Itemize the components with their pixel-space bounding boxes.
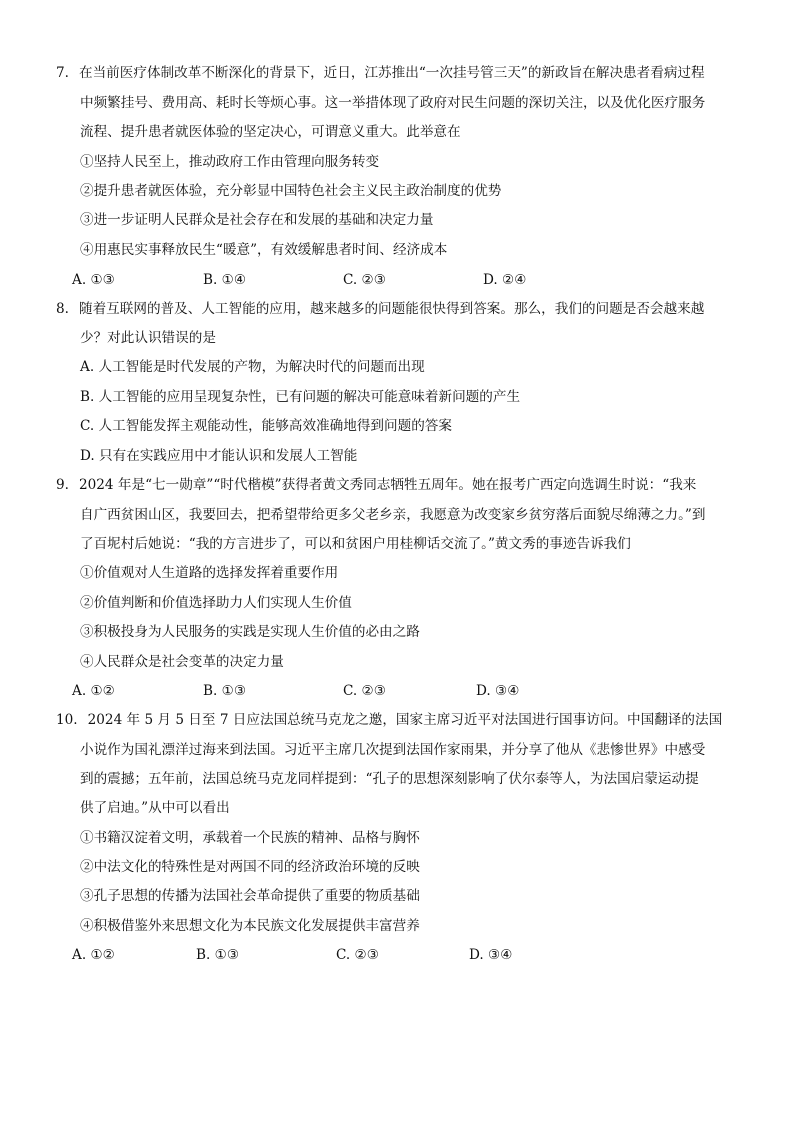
choice-a[interactable]: A. ①③ xyxy=(72,272,115,288)
question-text: 2024 年是“七一勋章”“时代楷模”获得者黄文秀同志牺牲五周年。她在报考广西定向选调生时说：“我来 xyxy=(78,477,697,493)
choice-b[interactable]: B. ①③ xyxy=(203,683,247,699)
question-text: 随着互联网的普及、人工智能的应用，越来越多的问题能很快得到答案。那么，我们的问题是否会越来越 xyxy=(78,301,705,317)
choice-a[interactable]: A. ①② xyxy=(72,683,115,699)
choice-b[interactable]: B. ①④ xyxy=(203,272,247,288)
statement-4: ④人民群众是社会变革的决定力量 xyxy=(80,654,284,670)
question-9-line-2: 自广西贫困山区，我要回去，把希望带给更多父老乡亲，我愿意为改变家乡贫穷落后面貌尽绵薄之力。”到 xyxy=(80,507,706,523)
choice-b[interactable]: B. ①③ xyxy=(196,947,240,963)
question-number: 9. xyxy=(56,477,69,493)
option-c[interactable]: C. 人工智能发挥主观能动性，能够高效准确地得到问题的答案 xyxy=(80,418,452,434)
question-text: 2024 年 5 月 5 日至 7 日应法国总统马克龙之邀，国家主席习近平对法国进行国事访问。中国翻译的法国 xyxy=(87,712,723,728)
question-10-line-3: 到的震撼；五年前，法国总统马克龙同样提到：“孔子的思想深刻影响了伏尔泰等人，为法国启蒙运动提 xyxy=(80,771,699,787)
question-number: 8. xyxy=(56,301,69,317)
question-text: 在当前医疗体制改革不断深化的背景下，近日，江苏推出“一次挂号管三天”的新政旨在解决患者看病过程 xyxy=(78,65,705,81)
statement-2: ②价值判断和价值选择助力人们实现人生价值 xyxy=(80,595,352,611)
statement-2: ②提升患者就医体验，充分彰显中国特色社会主义民主政治制度的优势 xyxy=(80,183,502,199)
statement-4: ④积极借鉴外来思想文化为本民族文化发展提供丰富营养 xyxy=(80,918,420,934)
question-7-line-1 xyxy=(56,63,705,83)
choice-c[interactable]: C. ②③ xyxy=(343,683,386,699)
choice-c[interactable]: C. ②③ xyxy=(336,947,379,963)
statement-1: ①坚持人民至上，推动政府工作由管理向服务转变 xyxy=(80,154,380,170)
question-10-line-2: 小说作为国礼漂洋过海来到法国。习近平主席几次提到法国作家雨果，并分享了他从《悲惨世界》中感受 xyxy=(80,742,706,758)
choice-d[interactable]: D. ②④ xyxy=(483,272,527,288)
question-8-line-1 xyxy=(56,299,704,319)
question-9-line-3: 了百坭村后她说：“我的方言进步了，可以和贫困户用桂柳话交流了。”黄文秀的事迹告诉我们 xyxy=(80,536,631,552)
statement-3: ③进一步证明人民群众是社会存在和发展的基础和决定力量 xyxy=(80,212,434,228)
option-a[interactable]: A. 人工智能是时代发展的产物，为解决时代的问题而出现 xyxy=(80,359,425,375)
statement-3: ③积极投身为人民服务的实践是实现人生价值的必由之路 xyxy=(80,624,420,640)
option-d[interactable]: D. 只有在实践应用中才能认识和发展人工智能 xyxy=(80,448,358,464)
question-10-line-1 xyxy=(56,710,722,730)
statement-2: ②中法文化的特殊性是对两国不同的经济政治环境的反映 xyxy=(80,859,420,875)
choice-d[interactable]: D. ③④ xyxy=(469,947,513,963)
question-number: 10. xyxy=(56,712,78,728)
statement-4: ④用惠民实事释放民生“暖意”，有效缓解患者时间、经济成本 xyxy=(80,242,448,258)
question-7-line-2: 中频繁挂号、费用高、耗时长等烦心事。这一举措体现了政府对民生问题的深切关注，以及优化医疗服务 xyxy=(80,95,706,111)
question-10-line-4: 供了启迪。”从中可以看出 xyxy=(80,800,230,816)
choice-a[interactable]: A. ①② xyxy=(72,947,115,963)
question-7-line-3: 流程、提升患者就医体验的坚定决心，可谓意义重大。此举意在 xyxy=(80,124,461,140)
choice-d[interactable]: D. ③④ xyxy=(476,683,520,699)
statement-1: ①价值观对人生道路的选择发挥着重要作用 xyxy=(80,565,339,581)
statement-1: ①书籍汉淀着文明，承载着一个民族的精神、品格与胸怀 xyxy=(80,830,420,846)
choice-c[interactable]: C. ②③ xyxy=(343,272,386,288)
question-9-line-1 xyxy=(56,475,696,495)
question-number: 7. xyxy=(56,65,69,81)
question-8-line-2: 少？对此认识错误的是 xyxy=(80,330,216,346)
option-b[interactable]: B. 人工智能的应用呈现复杂性，已有问题的解决可能意味着新问题的产生 xyxy=(80,389,521,405)
statement-3: ③孔子思想的传播为法国社会革命提供了重要的物质基础 xyxy=(80,888,420,904)
